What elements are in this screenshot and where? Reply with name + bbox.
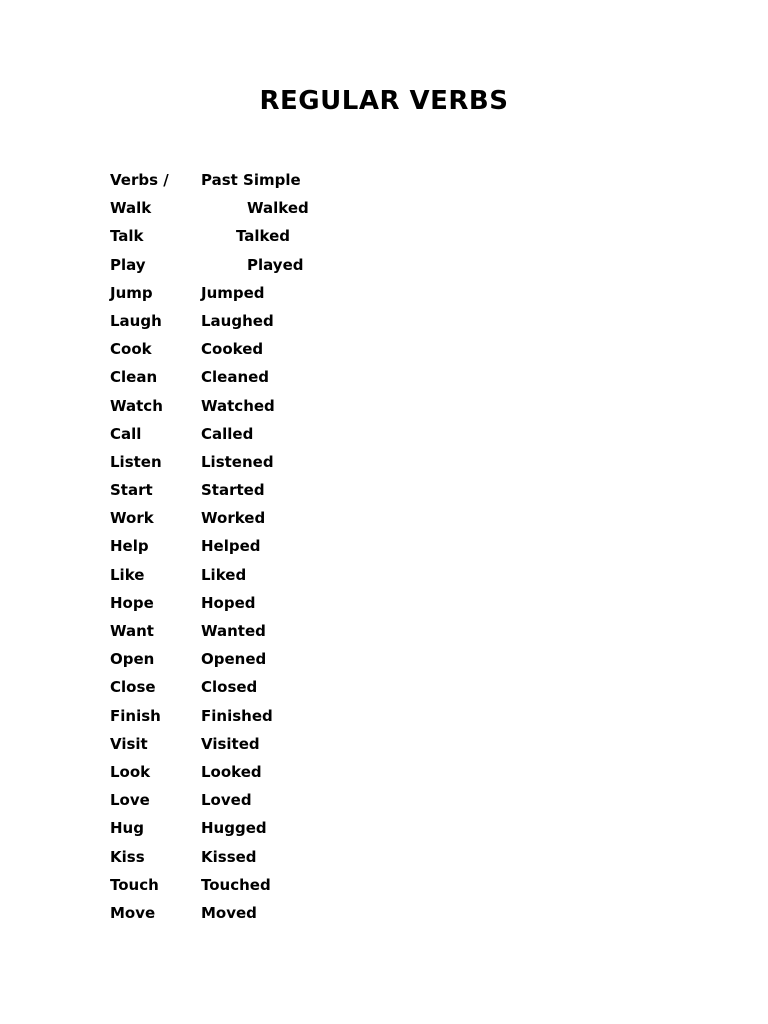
page-title: REGULAR VERBS bbox=[259, 86, 509, 116]
verb-row bbox=[110, 448, 510, 476]
verb-base-form: Play bbox=[110, 255, 146, 274]
verb-row bbox=[110, 814, 510, 842]
verb-base-form: Laugh bbox=[110, 311, 162, 330]
verb-base-form: Watch bbox=[110, 396, 163, 415]
verb-base-form: Close bbox=[110, 678, 156, 697]
verb-past-form: Hugged bbox=[201, 819, 267, 838]
verb-base-form: Look bbox=[110, 762, 151, 781]
verb-past-form: Cooked bbox=[201, 340, 264, 359]
verb-past-form: Visited bbox=[201, 734, 260, 753]
verb-row bbox=[110, 899, 510, 927]
verb-past-form: Called bbox=[201, 424, 254, 443]
column-header-past-simple: Past Simple bbox=[201, 171, 301, 189]
verb-past-form: Watched bbox=[201, 396, 275, 415]
verb-row bbox=[110, 335, 510, 363]
verb-past-form: Helped bbox=[201, 537, 261, 556]
verb-row bbox=[110, 222, 510, 250]
verb-base-form: Call bbox=[110, 424, 142, 443]
verb-row bbox=[110, 589, 510, 617]
verb-base-form: Love bbox=[110, 791, 150, 810]
verb-past-form: Liked bbox=[201, 565, 247, 584]
verb-past-form: Loved bbox=[201, 791, 252, 810]
verb-row bbox=[110, 420, 510, 448]
verb-past-form: Looked bbox=[201, 762, 262, 781]
column-header-verbs: Verbs / bbox=[110, 171, 169, 189]
verb-row bbox=[110, 617, 510, 645]
verb-row bbox=[110, 392, 510, 420]
verb-row bbox=[110, 363, 510, 391]
verb-base-form: Help bbox=[110, 537, 149, 556]
verb-row bbox=[110, 645, 510, 673]
verb-row bbox=[110, 702, 510, 730]
verb-row bbox=[110, 561, 510, 589]
verb-past-form: Closed bbox=[201, 678, 258, 697]
verb-past-form: Jumped bbox=[201, 283, 265, 302]
verb-row bbox=[110, 843, 510, 871]
verb-row bbox=[110, 532, 510, 560]
verb-base-form: Start bbox=[110, 481, 153, 500]
verb-base-form: Move bbox=[110, 903, 156, 922]
verb-base-form: Touch bbox=[110, 875, 159, 894]
verb-list-header bbox=[110, 166, 510, 194]
verb-row bbox=[110, 279, 510, 307]
verb-past-form: Talked bbox=[236, 227, 291, 246]
verb-past-form: Started bbox=[201, 481, 265, 500]
verb-base-form: Work bbox=[110, 509, 154, 528]
verb-past-form: Touched bbox=[201, 875, 271, 894]
verb-base-form: Visit bbox=[110, 734, 148, 753]
verb-past-form: Wanted bbox=[201, 622, 266, 640]
verb-row bbox=[110, 194, 510, 222]
verb-past-form: Cleaned bbox=[201, 368, 270, 387]
verb-base-form: Walk bbox=[110, 199, 152, 218]
verb-past-form: Played bbox=[247, 255, 304, 274]
verb-past-form: Kissed bbox=[201, 847, 257, 866]
verb-past-form: Hoped bbox=[201, 593, 256, 612]
verb-row bbox=[110, 786, 510, 814]
verb-past-form: Worked bbox=[201, 509, 266, 528]
verb-row bbox=[110, 673, 510, 701]
verb-row bbox=[110, 251, 510, 279]
verb-past-form: Opened bbox=[201, 650, 267, 669]
verb-base-form: Clean bbox=[110, 368, 158, 387]
verb-row bbox=[110, 758, 510, 786]
verb-past-form: Finished bbox=[201, 706, 273, 725]
verb-base-form: Jump bbox=[110, 283, 153, 302]
verb-base-form: Open bbox=[110, 650, 155, 669]
verb-base-form: Want bbox=[110, 622, 154, 640]
verb-base-form: Listen bbox=[110, 452, 162, 471]
verb-row bbox=[110, 504, 510, 532]
verb-base-form: Hug bbox=[110, 819, 144, 838]
verb-past-form: Laughed bbox=[201, 311, 274, 330]
verb-base-form: Talk bbox=[110, 227, 144, 246]
verb-past-form: Moved bbox=[201, 903, 257, 922]
verb-list bbox=[110, 166, 510, 927]
verb-past-form: Listened bbox=[201, 452, 274, 471]
verb-base-form: Hope bbox=[110, 593, 154, 612]
verb-row bbox=[110, 476, 510, 504]
verb-row bbox=[110, 871, 510, 899]
verb-base-form: Cook bbox=[110, 340, 152, 359]
verb-base-form: Like bbox=[110, 565, 145, 584]
verb-base-form: Finish bbox=[110, 706, 161, 725]
verb-row bbox=[110, 307, 510, 335]
verb-past-form: Walked bbox=[247, 199, 309, 218]
verb-row bbox=[110, 730, 510, 758]
verb-base-form: Kiss bbox=[110, 847, 145, 866]
